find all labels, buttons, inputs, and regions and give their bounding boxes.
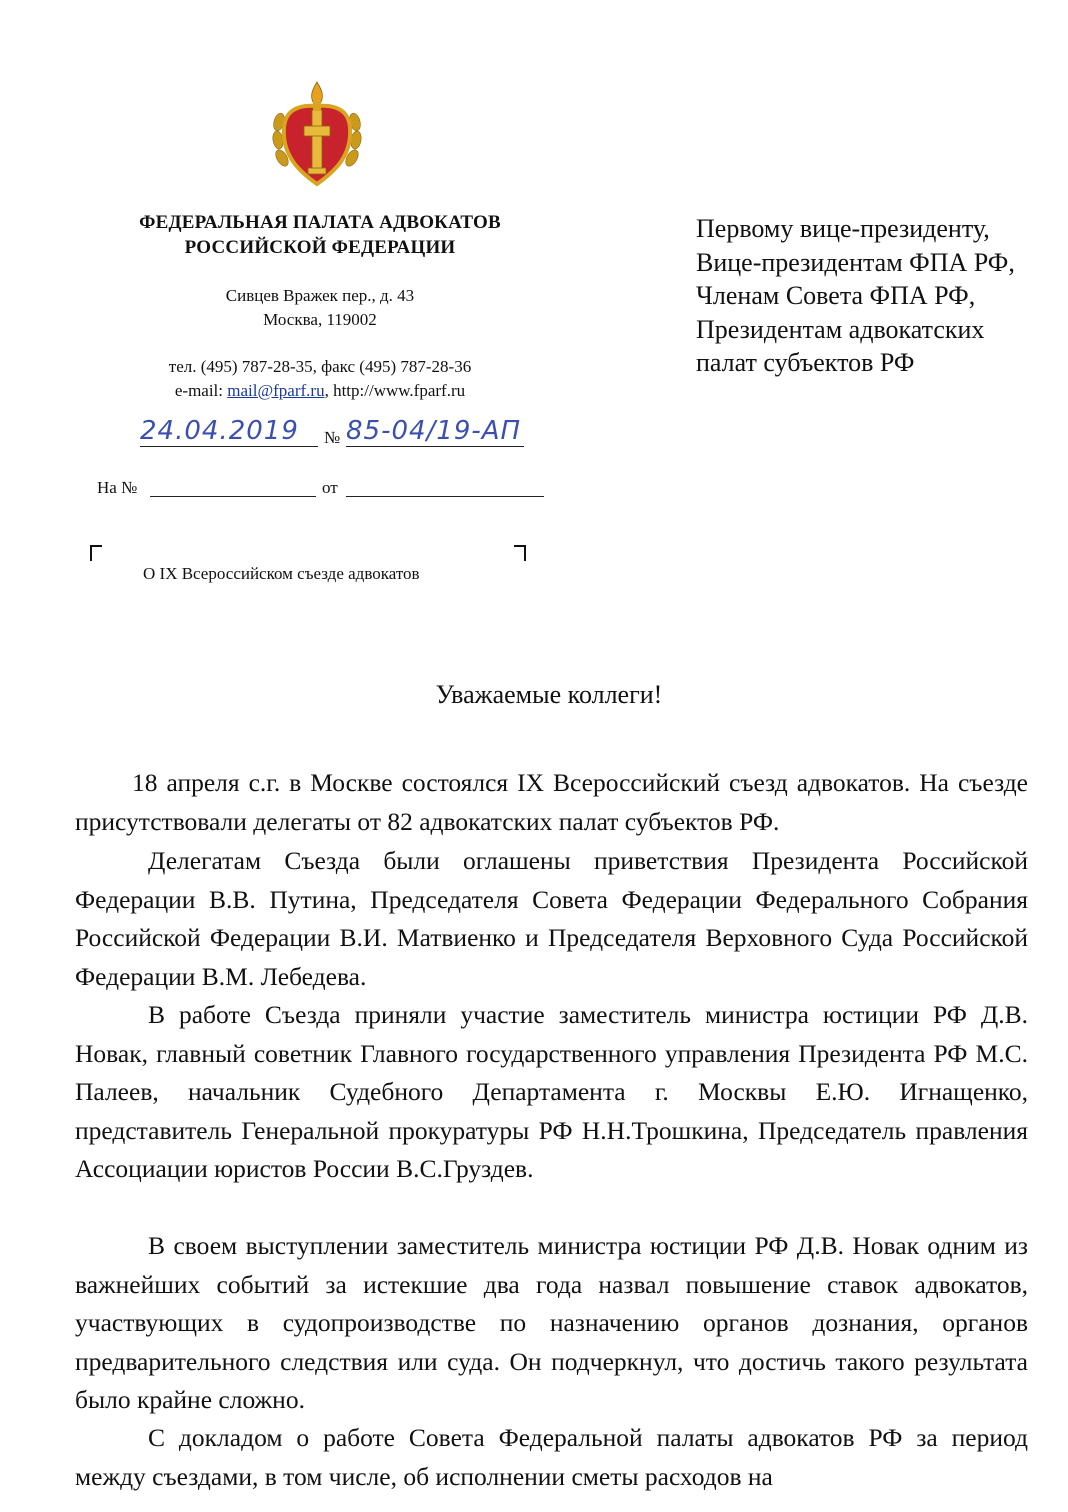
body-paragraph-1: 18 апреля с.г. в Москве состоялся IX Всероссийский съезд адвокатов. На съезде присутствовали делегаты от 82 адвокатских палат субъектов РФ. [75, 768, 1028, 836]
recipients-block [696, 212, 1068, 380]
outgoing-number: 85-04/19-АП [346, 416, 524, 447]
website-text: , http://www.fparf.ru [324, 381, 466, 400]
reply-number-blank [150, 496, 316, 497]
address-city: Москва, 119002 [263, 310, 377, 329]
outgoing-date-field [140, 414, 320, 450]
contacts-line [90, 381, 550, 401]
salutation: Уважаемые коллеги! [435, 680, 663, 709]
email-link[interactable]: mail@fparf.ru [227, 381, 325, 400]
subject-line: О IX Всероссийском съезде адвокатов [143, 564, 420, 583]
body-paragraph-3: В работе Съезда приняли участие заместитель министра юстиции РФ Д.В. Новак, главный советник Главного государственного управления Президента РФ М.С. Палеев, начальник Судебного Департамента г. Москвы Е.Ю. Игнащенко, представитель Генеральной прокуратуры РФ Н.Н.Трошкина, Председатель правления Ассоциации юристов России В.С.Груздев. [75, 1000, 1028, 1183]
reply-number-label: На № [97, 478, 138, 497]
email-label: e-mail: [174, 381, 228, 400]
recipient-line: палат субъектов РФ [696, 348, 915, 377]
recipient-line: Первому вице-президенту, [696, 214, 990, 243]
outgoing-number-field [346, 414, 526, 450]
outgoing-number-label: № [324, 428, 341, 447]
recipient-line: Вице-президентам ФПА РФ, [696, 247, 1015, 277]
address-street: Сивцев Вражек пер., д. 43 [225, 286, 415, 305]
body-paragraph-2: Делегатам Съезда были оглашены приветствия Президента Российской Федерации В.В. Путина, Председателя Совета Федерации Федерального Собрания Российской Федерации В.И. Матвиенко и Председателя Верховного Суда Российской Федерации В.М. Лебедева. [75, 846, 1028, 991]
body-paragraph-4: В своем выступлении заместитель министра юстиции РФ Д.В. Новак одним из важнейших событий за истекшие два года назвал повышение ставок адвокатов, участвующих в судопроизводстве по назначению органов дознания, органов предварительного следствия или суда. Он подчеркнул, что достичь такого результата было крайне сложно. [75, 1231, 1028, 1414]
recipient-line: Членам Совета ФПА РФ, [696, 281, 976, 310]
outgoing-date: 24.04.2019 [140, 416, 318, 447]
reply-from-label: от [322, 478, 338, 497]
reply-date-blank [346, 496, 544, 497]
recipient-line: Президентам адвокатских [696, 314, 985, 344]
fpa-emblem-icon [272, 76, 362, 188]
org-name-line2: РОССИЙСКОЙ ФЕДЕРАЦИИ [184, 237, 456, 258]
subject-bracket-left [90, 545, 102, 561]
body-paragraph-5: С докладом о работе Совета Федеральной палаты адвокатов РФ за период между съездами, в том числе, об исполнении сметы расходов на [75, 1423, 1028, 1491]
phone-fax: тел. (495) 787-28-35, факс (495) 787-28-36 [168, 357, 472, 376]
subject-bracket-right [514, 545, 526, 561]
org-name-line1: ФЕДЕРАЛЬНАЯ ПАЛАТА АДВОКАТОВ [139, 212, 501, 233]
